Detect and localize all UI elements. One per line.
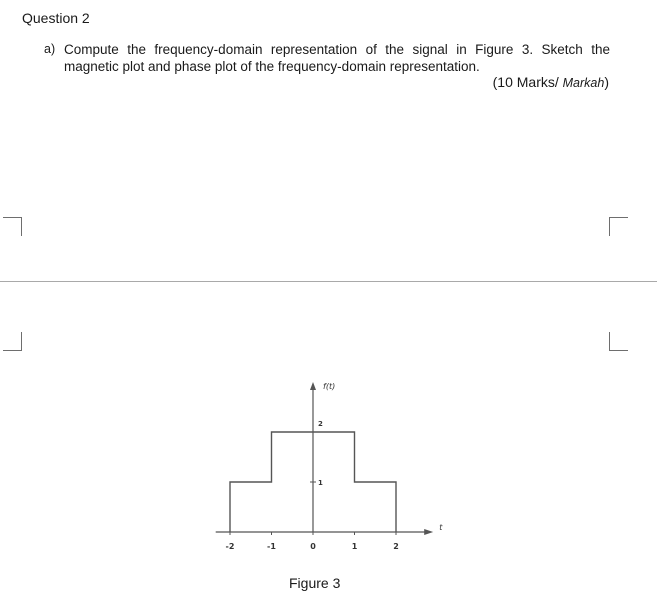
x-tick-label: 1 bbox=[351, 542, 358, 551]
marks-label bbox=[493, 74, 609, 90]
question-part-a bbox=[44, 41, 610, 75]
y-axis-label: f(t) bbox=[323, 382, 336, 391]
crop-mark-bottom-left bbox=[3, 332, 22, 351]
x-tick-label: -2 bbox=[225, 542, 235, 551]
crop-mark-bottom-right bbox=[609, 332, 628, 351]
x-tick-label: -1 bbox=[267, 542, 276, 551]
x-axis-arrow bbox=[424, 529, 433, 535]
figure-3 bbox=[195, 375, 445, 565]
x-axis-label: t bbox=[439, 523, 443, 532]
signal-plot bbox=[195, 375, 445, 565]
question-heading: Question 2 bbox=[22, 10, 90, 26]
page-separator bbox=[0, 281, 657, 282]
y-tick-label: 2 bbox=[318, 420, 323, 428]
marks-alt: Markah bbox=[562, 76, 605, 90]
y-axis-arrow bbox=[310, 382, 316, 390]
marks-suffix: ) bbox=[604, 74, 609, 90]
figure-caption: Figure 3 bbox=[289, 575, 341, 591]
figure-reference: Figure 3 bbox=[475, 42, 530, 57]
x-tick-label: 0 bbox=[310, 542, 316, 551]
crop-mark-top-right bbox=[609, 217, 628, 236]
marks-prefix: (10 Marks/ bbox=[492, 74, 563, 90]
part-letter: a) bbox=[44, 42, 56, 56]
question-text-end: . Sketch the magnetic plot and phase plot of the frequency-domain representation. bbox=[64, 42, 610, 74]
question-text bbox=[64, 41, 610, 75]
y-tick-label: 1 bbox=[318, 479, 323, 487]
question-text-start: Compute the frequency-domain representation of the signal in bbox=[64, 42, 476, 57]
x-tick-label: 2 bbox=[393, 542, 399, 551]
crop-mark-top-left bbox=[3, 217, 22, 236]
